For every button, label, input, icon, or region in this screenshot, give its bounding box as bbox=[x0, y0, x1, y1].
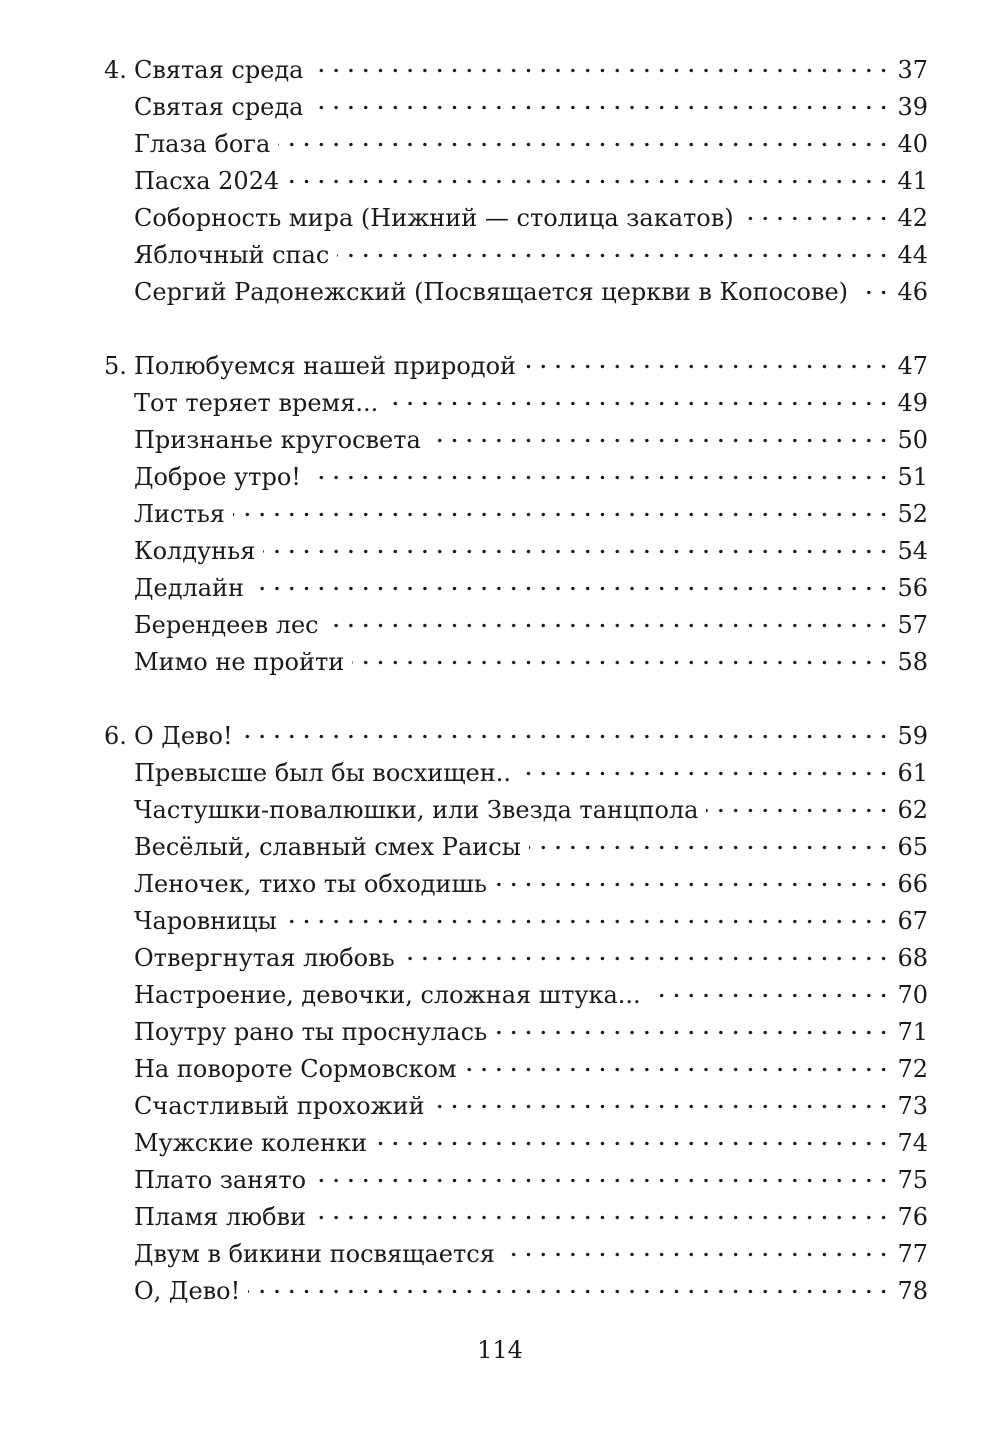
toc-entry[interactable] bbox=[0, 1088, 1000, 1125]
entry-title: Берендеев лес bbox=[134, 611, 319, 639]
entry-title: Двум в бикини посвящается bbox=[134, 1240, 495, 1268]
entry-title: Мужские коленки bbox=[134, 1129, 367, 1157]
entry-title: Дедлайн bbox=[134, 574, 245, 602]
dot-leader bbox=[327, 607, 891, 644]
page-ref: 57 bbox=[897, 611, 928, 639]
section-number: 4. bbox=[104, 56, 127, 84]
page-ref: 54 bbox=[897, 537, 928, 565]
page-ref: 46 bbox=[897, 278, 928, 306]
toc-entry[interactable] bbox=[0, 644, 1000, 681]
toc-entry[interactable] bbox=[0, 792, 1000, 829]
toc-entry[interactable] bbox=[0, 1199, 1000, 1236]
entry-title: Весёлый, славный смех Раисы bbox=[134, 833, 521, 861]
dot-leader bbox=[233, 496, 891, 533]
dot-leader bbox=[386, 385, 891, 422]
entry-title: Леночек, тихо ты обходишь bbox=[134, 870, 487, 898]
toc-entry[interactable] bbox=[0, 126, 1000, 163]
dot-leader bbox=[337, 237, 891, 274]
entry-title: Поутру рано ты проснулась bbox=[134, 1018, 488, 1046]
dot-leader bbox=[241, 718, 891, 755]
toc-section-heading[interactable] bbox=[0, 348, 1000, 385]
dot-leader bbox=[465, 1051, 891, 1088]
toc-entry[interactable] bbox=[0, 1236, 1000, 1273]
dot-leader bbox=[429, 422, 891, 459]
page-ref: 78 bbox=[897, 1277, 928, 1305]
section-number: 6. bbox=[104, 722, 127, 750]
entry-title: Мимо не пройти bbox=[134, 648, 345, 676]
toc-section bbox=[0, 718, 1000, 1310]
page-ref: 37 bbox=[897, 56, 928, 84]
page-ref: 71 bbox=[897, 1018, 928, 1046]
dot-leader bbox=[311, 89, 891, 126]
dot-leader bbox=[314, 1162, 891, 1199]
toc-section-heading[interactable] bbox=[0, 718, 1000, 755]
dot-leader bbox=[287, 163, 891, 200]
dot-leader bbox=[278, 126, 891, 163]
toc-entry[interactable] bbox=[0, 903, 1000, 940]
page-ref: 77 bbox=[897, 1240, 928, 1268]
entry-title: Признанье кругосвета bbox=[134, 426, 421, 454]
entry-title: Доброе утро! bbox=[134, 463, 301, 491]
section-title: Святая среда bbox=[134, 56, 304, 84]
page-ref: 51 bbox=[897, 463, 928, 491]
dot-leader bbox=[503, 1236, 891, 1273]
dot-leader bbox=[352, 644, 891, 681]
toc-entry[interactable] bbox=[0, 977, 1000, 1014]
page-ref: 59 bbox=[897, 722, 928, 750]
dot-leader bbox=[403, 940, 891, 977]
dot-leader bbox=[524, 348, 891, 385]
entry-title: Отвергнутая любовь bbox=[134, 944, 395, 972]
toc-entry[interactable] bbox=[0, 385, 1000, 422]
section-title: О Дево! bbox=[134, 722, 233, 750]
entry-title: Настроение, девочки, сложная штука... bbox=[134, 981, 641, 1009]
page-ref: 56 bbox=[897, 574, 928, 602]
toc-entry[interactable] bbox=[0, 1051, 1000, 1088]
dot-leader bbox=[495, 866, 891, 903]
toc-section bbox=[0, 348, 1000, 681]
page-ref: 49 bbox=[897, 389, 928, 417]
page-ref: 66 bbox=[897, 870, 928, 898]
entry-title: На повороте Сормовском bbox=[134, 1055, 457, 1083]
dot-leader bbox=[529, 829, 891, 866]
dot-leader bbox=[252, 570, 891, 607]
entry-title: Плато занято bbox=[134, 1166, 307, 1194]
entry-title: Святая среда bbox=[134, 93, 304, 121]
toc-entry[interactable] bbox=[0, 1273, 1000, 1310]
page-ref: 72 bbox=[897, 1055, 928, 1083]
entry-title: Чаровницы bbox=[134, 907, 277, 935]
page-ref: 50 bbox=[897, 426, 928, 454]
toc-entry[interactable] bbox=[0, 163, 1000, 200]
toc-entry[interactable] bbox=[0, 274, 1000, 311]
dot-leader bbox=[309, 459, 891, 496]
dot-leader bbox=[248, 1273, 891, 1310]
page-ref: 75 bbox=[897, 1166, 928, 1194]
entry-title: Счастливый прохожий bbox=[134, 1092, 425, 1120]
section-title: Полюбуемся нашей природой bbox=[134, 352, 517, 380]
page-ref: 67 bbox=[897, 907, 928, 935]
dot-leader bbox=[856, 274, 891, 311]
page-ref: 65 bbox=[897, 833, 928, 861]
entry-title: Частушки-повалюшки, или Звезда танцпола bbox=[134, 796, 699, 824]
dot-leader bbox=[314, 1199, 891, 1236]
toc-entry[interactable] bbox=[0, 422, 1000, 459]
page-ref: 42 bbox=[897, 204, 928, 232]
page-ref: 62 bbox=[897, 796, 928, 824]
entry-title: Пасха 2024 bbox=[134, 167, 280, 195]
entry-title: О, Дево! bbox=[134, 1277, 241, 1305]
entry-title: Превысше был бы восхищен.. bbox=[134, 759, 512, 787]
entry-title: Листья bbox=[134, 500, 225, 528]
entry-title: Пламя любви bbox=[134, 1203, 307, 1231]
toc-entry[interactable] bbox=[0, 496, 1000, 533]
dot-leader bbox=[375, 1125, 891, 1162]
toc-entry[interactable] bbox=[0, 866, 1000, 903]
page-ref: 61 bbox=[897, 759, 928, 787]
dot-leader bbox=[742, 200, 891, 237]
toc-entry[interactable] bbox=[0, 829, 1000, 866]
page-ref: 73 bbox=[897, 1092, 928, 1120]
entry-title: Тот теряет время... bbox=[134, 389, 379, 417]
toc-section-heading[interactable] bbox=[0, 52, 1000, 89]
page-ref: 74 bbox=[897, 1129, 928, 1157]
dot-leader bbox=[433, 1088, 891, 1125]
page-ref: 76 bbox=[897, 1203, 928, 1231]
toc-entry[interactable] bbox=[0, 1125, 1000, 1162]
dot-leader bbox=[649, 977, 891, 1014]
entry-title: Соборность мира (Нижний — столица закатов) bbox=[134, 204, 734, 232]
page-ref: 68 bbox=[897, 944, 928, 972]
toc-entry[interactable] bbox=[0, 1014, 1000, 1051]
page-number: 114 bbox=[477, 1336, 523, 1364]
page-ref: 70 bbox=[897, 981, 928, 1009]
dot-leader bbox=[706, 792, 891, 829]
toc-section bbox=[0, 52, 1000, 311]
entry-title: Глаза бога bbox=[134, 130, 271, 158]
dot-leader bbox=[311, 52, 891, 89]
section-number: 5. bbox=[104, 352, 127, 380]
page-ref: 52 bbox=[897, 500, 928, 528]
page-ref: 44 bbox=[897, 241, 928, 269]
toc-entry[interactable] bbox=[0, 755, 1000, 792]
toc-entry[interactable] bbox=[0, 533, 1000, 570]
entry-title: Яблочный спас bbox=[134, 241, 330, 269]
toc-entry[interactable] bbox=[0, 570, 1000, 607]
toc-entry[interactable] bbox=[0, 200, 1000, 237]
toc-entry[interactable] bbox=[0, 237, 1000, 274]
toc-entry[interactable] bbox=[0, 459, 1000, 496]
table-of-contents bbox=[0, 52, 1000, 1347]
toc-entry[interactable] bbox=[0, 1162, 1000, 1199]
toc-entry[interactable] bbox=[0, 89, 1000, 126]
toc-entry[interactable] bbox=[0, 940, 1000, 977]
page-ref: 41 bbox=[897, 167, 928, 195]
dot-leader bbox=[285, 903, 891, 940]
page-ref: 47 bbox=[897, 352, 928, 380]
entry-title: Сергий Радонежский (Посвящается церкви в Копосове) bbox=[134, 278, 849, 306]
page-ref: 58 bbox=[897, 648, 928, 676]
page-ref: 40 bbox=[897, 130, 928, 158]
toc-entry[interactable] bbox=[0, 607, 1000, 644]
dot-leader bbox=[495, 1014, 891, 1051]
dot-leader bbox=[519, 755, 891, 792]
entry-title: Колдунья bbox=[134, 537, 256, 565]
page-ref: 39 bbox=[897, 93, 928, 121]
dot-leader bbox=[263, 533, 891, 570]
